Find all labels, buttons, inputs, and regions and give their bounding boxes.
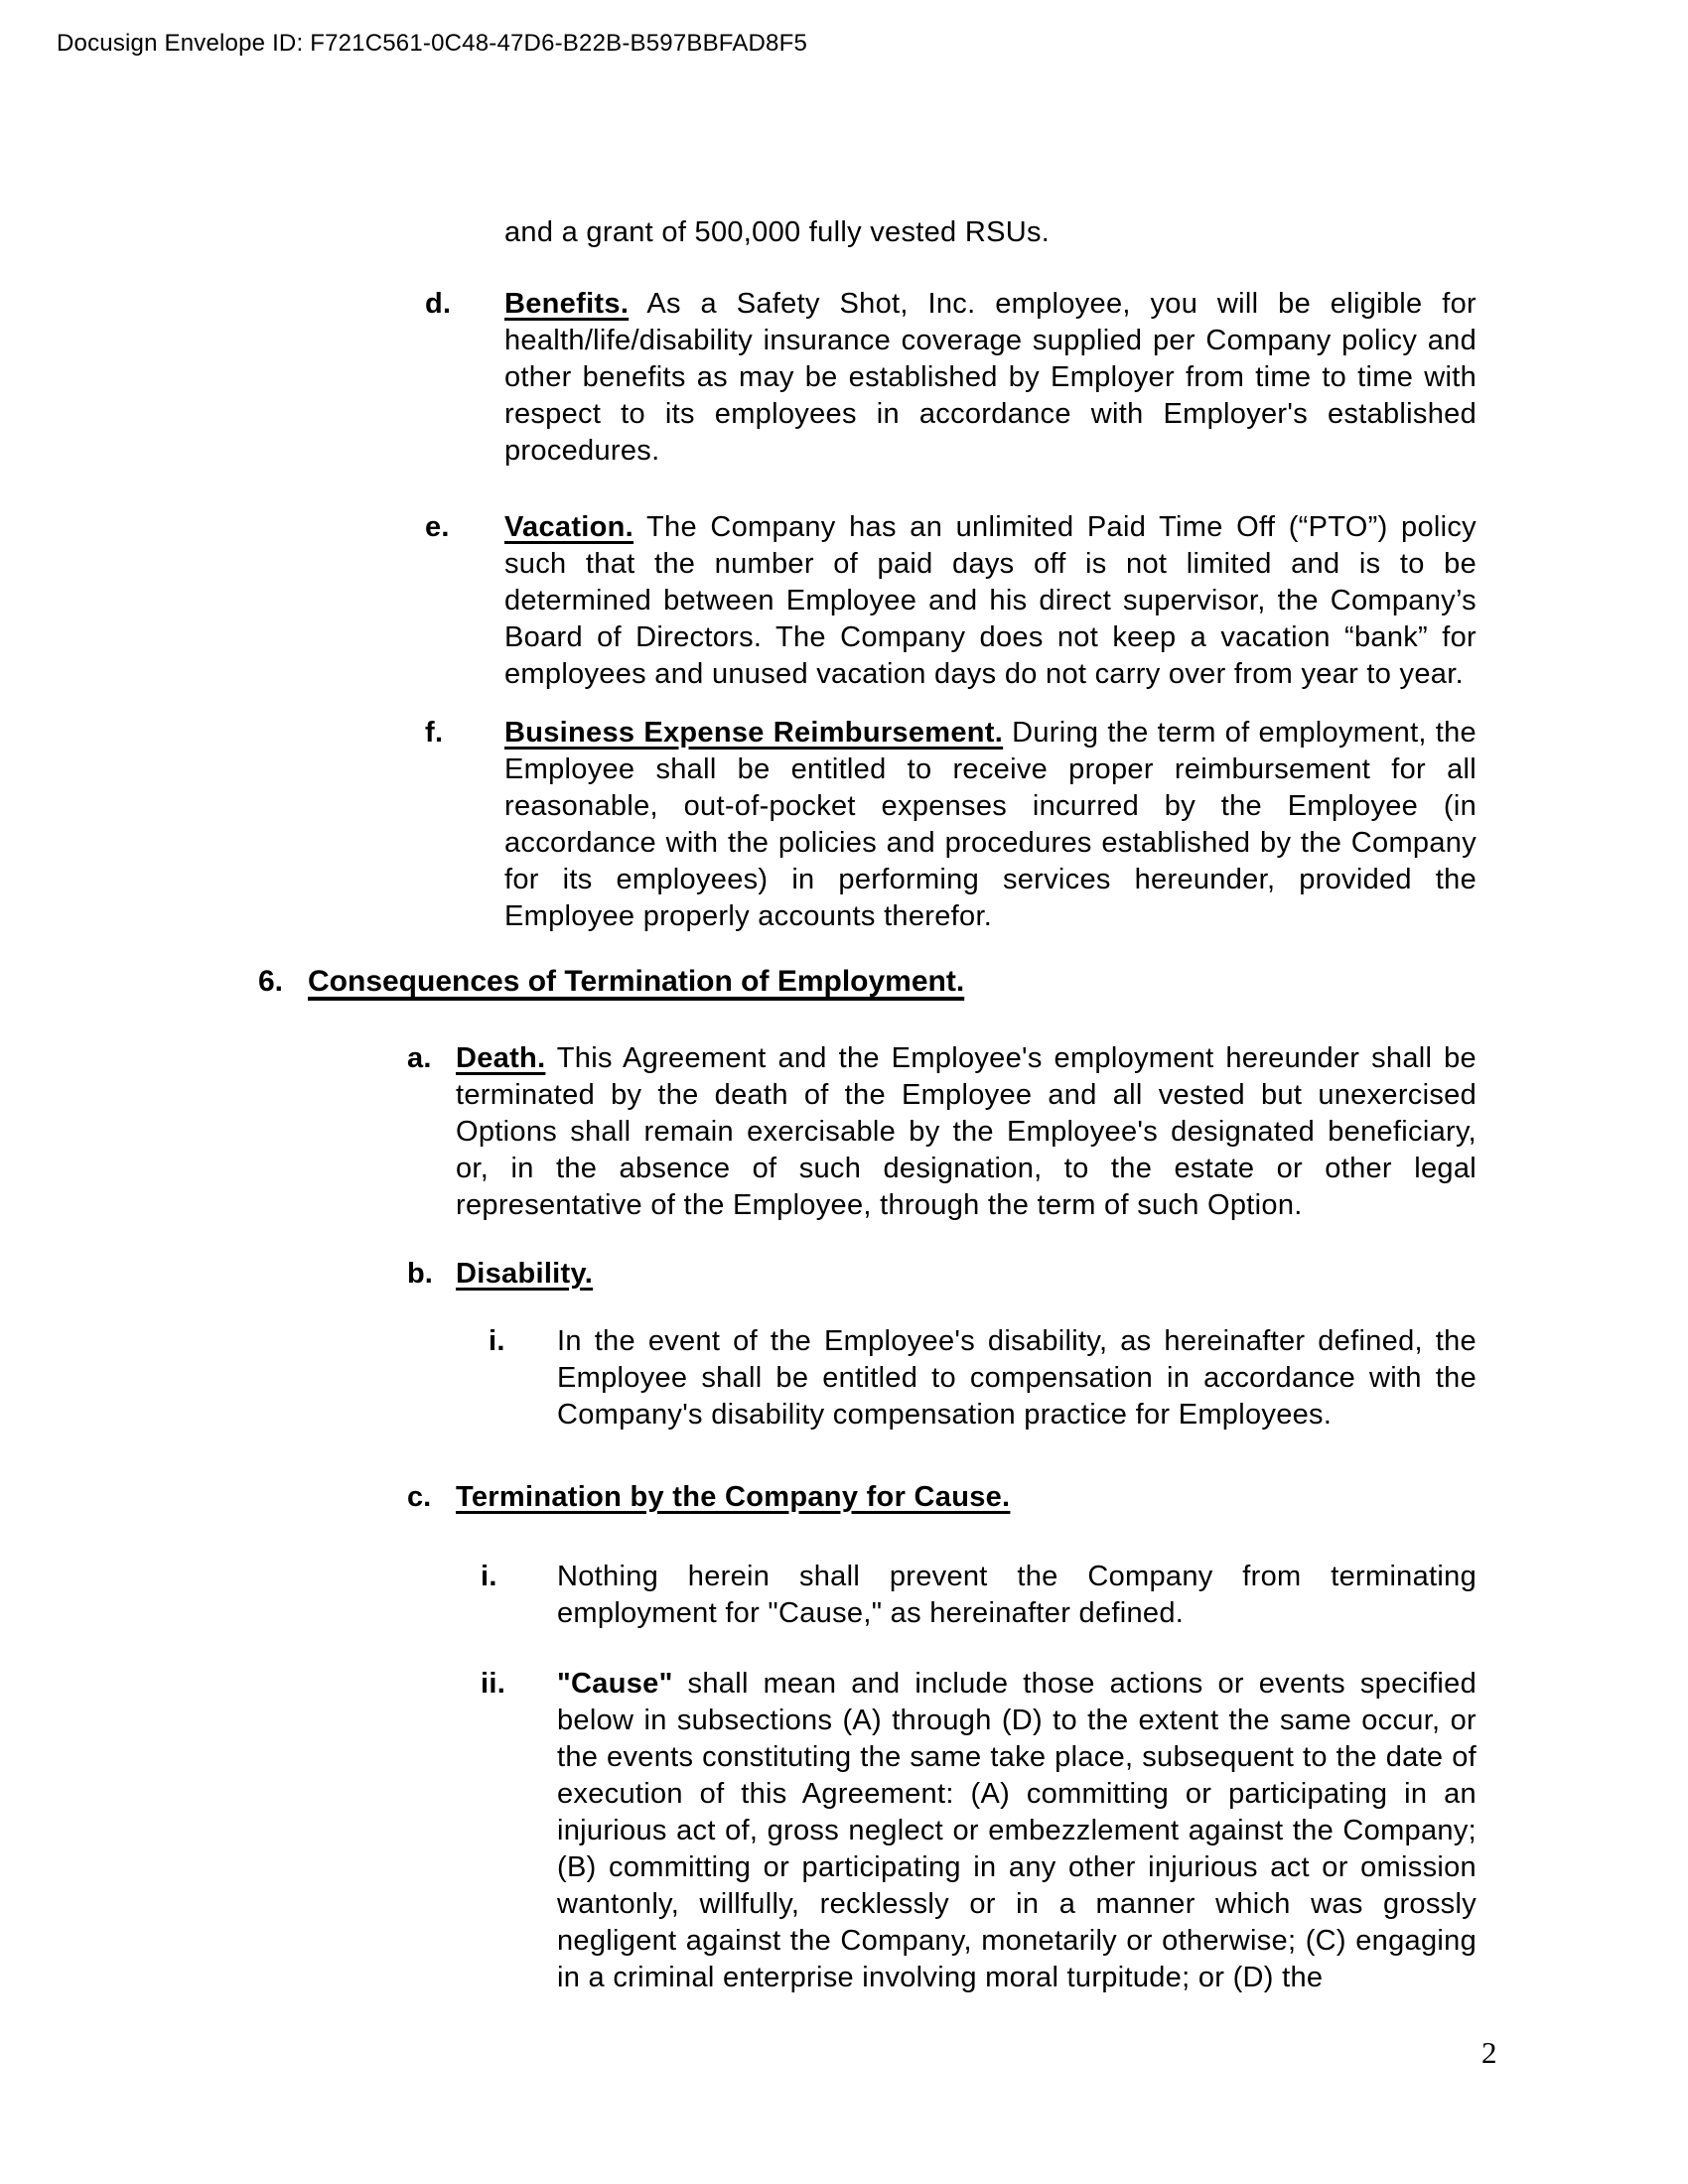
- list-marker-c-ii: ii.: [481, 1668, 506, 1700]
- list-item-death: [407, 1040, 1477, 1224]
- list-marker-f: f.: [425, 717, 444, 749]
- death-heading: Death.: [456, 1042, 546, 1074]
- list-marker-e: e.: [425, 511, 450, 543]
- benefits-heading: Benefits.: [504, 288, 630, 320]
- list-item-vacation: [425, 509, 1477, 693]
- death-text: This Agreement and the Employee's employment hereunder shall be terminated by the death of the Employee and all vested but unexercised Options shall remain exercisable by the Employee's designated beneficiary, or, in the absence of such designation, to the estate or other legal representative of the Employee, through the term of such Option.: [456, 1042, 1477, 1221]
- docusign-envelope-id: Docusign Envelope ID: F721C561-0C48-47D6-B22B-B597BBFAD8F5: [57, 30, 808, 57]
- disability-i-text: In the event of the Employee's disability, as hereinafter defined, the Employee shall be entitled to compensation in accordance with the Company's disability compensation practice for Employees.: [557, 1325, 1477, 1431]
- section-6-title: Consequences of Termination of Employment.: [308, 965, 965, 998]
- list-item-cause-ii: [481, 1666, 1477, 1996]
- list-marker-c: c.: [407, 1481, 432, 1513]
- section-6-heading: [258, 963, 964, 1001]
- list-item-termination-cause: [407, 1479, 1477, 1516]
- continuation-line: and a grant of 500,000 fully vested RSUs.: [504, 216, 1051, 248]
- vacation-text: The Company has an unlimited Paid Time Off (“PTO”) policy such that the number of paid days off is not limited and is to be determined between Employee and his direct supervisor, the Company’s Board of Directors. The Company does not keep a vacation “bank” for employees and unused vacation days do not carry over from year to year.: [504, 511, 1477, 690]
- list-marker-b-i: i.: [489, 1325, 505, 1357]
- cause-term: "Cause": [557, 1668, 673, 1700]
- benefits-text: As a Safety Shot, Inc. employee, you will be eligible for health/life/disability insurance coverage supplied per Company policy and other benefits as may be established by Employer from time to time with respect to its employees in accordance with Employer's established procedures.: [504, 288, 1477, 467]
- cause-i-text: Nothing herein shall prevent the Company from terminating employment for "Cause," as hereinafter defined.: [557, 1561, 1477, 1629]
- list-marker-b: b.: [407, 1258, 433, 1290]
- list-marker-a: a.: [407, 1042, 432, 1074]
- termination-cause-heading: Termination by the Company for Cause.: [456, 1481, 1011, 1513]
- list-item-benefits: [425, 286, 1477, 470]
- business-expense-heading: Business Expense Reimbursement.: [504, 717, 1004, 749]
- list-marker-d: d.: [425, 288, 452, 320]
- list-marker-c-i: i.: [481, 1561, 497, 1592]
- business-expense-text: During the term of employment, the Employee shall be entitled to receive proper reimbursement for all reasonable, out-of-pocket expenses incurred by the Employee (in accordance with the policies and procedures established by the Company for its employees) in performing services hereunder, provided the Employee properly accounts therefor.: [504, 717, 1477, 932]
- list-item-disability: [407, 1256, 1477, 1293]
- vacation-heading: Vacation.: [504, 511, 634, 543]
- list-item-disability-i: [489, 1323, 1477, 1433]
- cause-ii-text: shall mean and include those actions or events specified below in subsections (A) through (D) to the extent the same occur, or the events constituting the same take place, subsequent to the date of execution of this Agreement: (A) committing or participating in an injurious act of, gross neglect or embezzlement against the Company; (B) committing or participating in any other injurious act or omission wantonly, willfully, recklessly or in a manner which was grossly negligent against the Company, monetarily or otherwise; (C) engaging in a criminal enterprise involving moral turpitude; or (D) the: [557, 1668, 1477, 1993]
- list-item-business-expense: [425, 715, 1477, 935]
- section-6-number: 6.: [258, 965, 284, 998]
- list-item-cause-i: [481, 1559, 1477, 1632]
- page-number: 2: [1481, 2035, 1497, 2070]
- disability-heading: Disability.: [456, 1258, 594, 1290]
